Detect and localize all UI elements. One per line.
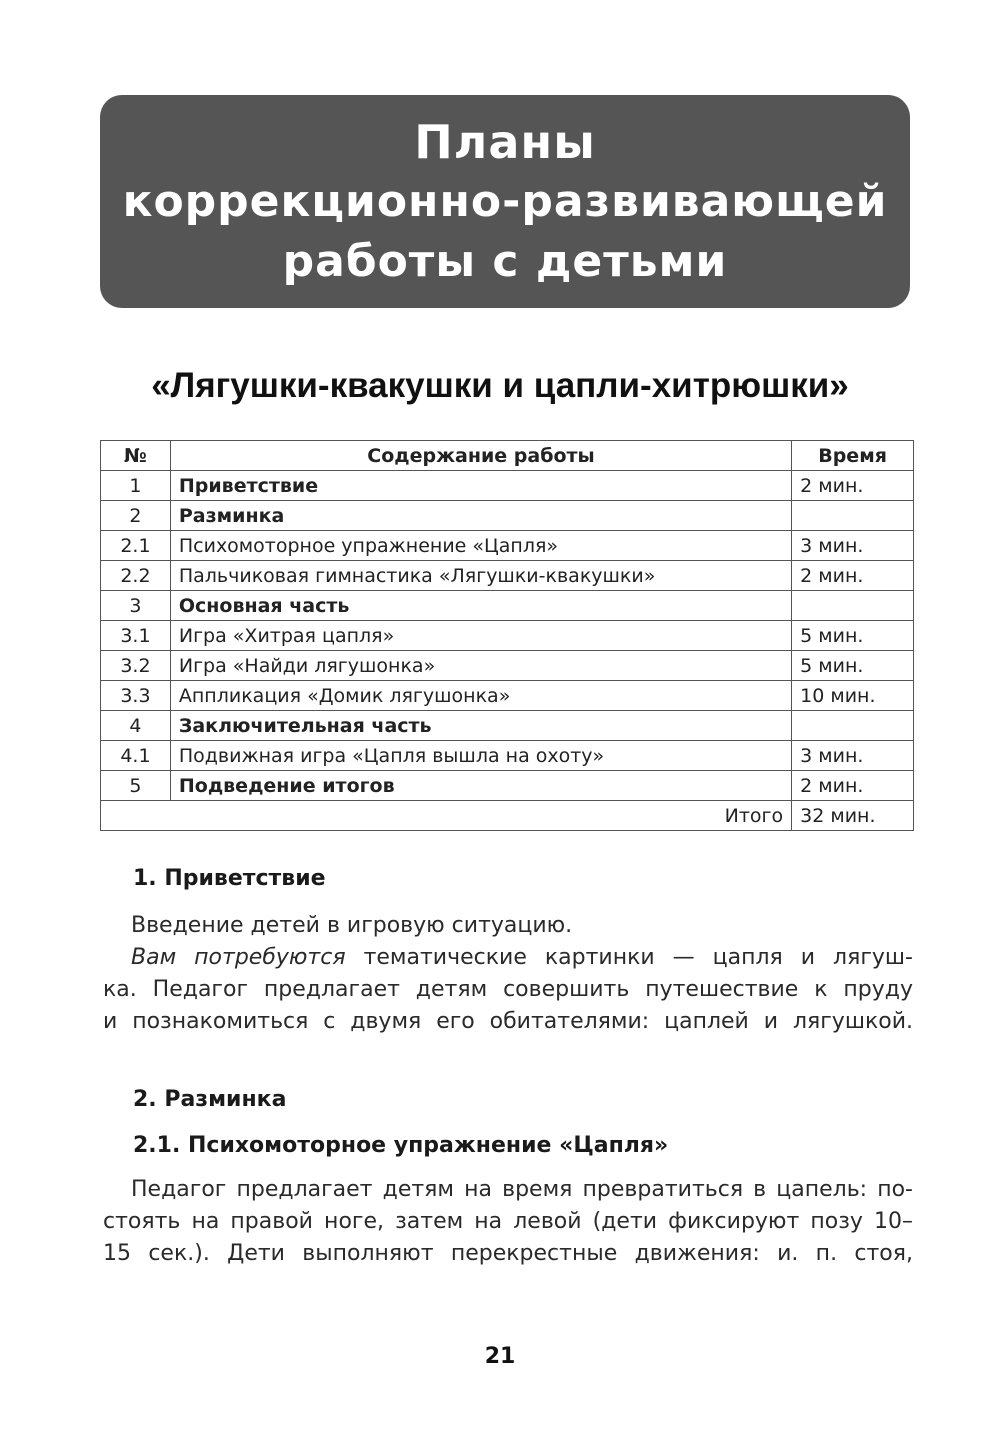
- table-row: [101, 591, 914, 621]
- row-time: 10 мин.: [792, 681, 914, 711]
- row-content: Игра «Хитрая цапля»: [170, 621, 791, 651]
- section-2-1-heading: 2.1. Психомоторное упражнение «Цапля»: [133, 1133, 669, 1158]
- row-number: 4: [101, 711, 171, 741]
- row-number: 2: [101, 501, 171, 531]
- row-content: Игра «Найди лягушонка»: [170, 651, 791, 681]
- row-content: Основная часть: [170, 591, 791, 621]
- section-1-paragraph-2-line-2: ка. Педагог предлагает детям совершить путешествие к пруду: [103, 977, 913, 1002]
- table-row: [101, 561, 914, 591]
- header-time: Время: [792, 441, 914, 471]
- row-content: Подведение итогов: [170, 771, 791, 801]
- row-time: 2 мин.: [792, 771, 914, 801]
- section-1-heading: 1. Приветствие: [133, 866, 326, 891]
- row-time: [792, 711, 914, 741]
- row-content: Приветствие: [170, 471, 791, 501]
- row-content: Психомоторное упражнение «Цапля»: [170, 531, 791, 561]
- row-number: 2.1: [101, 531, 171, 561]
- row-time: [792, 591, 914, 621]
- row-content: Разминка: [170, 501, 791, 531]
- table-total-row: [101, 801, 914, 831]
- table-row: [101, 501, 914, 531]
- total-label: Итого: [101, 801, 792, 831]
- row-time: 3 мин.: [792, 531, 914, 561]
- table-row: [101, 711, 914, 741]
- table-row: [101, 621, 914, 651]
- row-content: Пальчиковая гимнастика «Лягушки-квакушки»: [170, 561, 791, 591]
- total-value: 32 мин.: [792, 801, 914, 831]
- row-number: 1: [101, 471, 171, 501]
- row-content: Подвижная игра «Цапля вышла на охоту»: [170, 741, 791, 771]
- row-time: 3 мин.: [792, 741, 914, 771]
- section-2-heading: 2. Разминка: [133, 1087, 287, 1112]
- row-number: 5: [101, 771, 171, 801]
- row-time: 5 мин.: [792, 651, 914, 681]
- section-1-text: [103, 910, 913, 1038]
- banner-title-line-3: работы с детьми: [282, 235, 728, 287]
- title-banner: [100, 95, 910, 308]
- banner-title-line-2: коррекционно-развивающей: [122, 175, 888, 227]
- row-content: Аппликация «Домик лягушонка»: [170, 681, 791, 711]
- section-2-1-text: [103, 1174, 913, 1270]
- row-number: 2.2: [101, 561, 171, 591]
- row-number: 3.3: [101, 681, 171, 711]
- table-row: [101, 531, 914, 561]
- table-row: [101, 471, 914, 501]
- page-number: 21: [484, 1344, 516, 1369]
- section-2-1-line-1: Педагог предлагает детям на время превратиться в цапель: по-: [131, 1177, 913, 1202]
- section-2-1-line-2: стоять на правой ноге, затем на левой (дети фиксируют позу 10–: [103, 1209, 913, 1234]
- table-row: [101, 771, 914, 801]
- row-number: 3: [101, 591, 171, 621]
- table-row: [101, 741, 914, 771]
- banner-title-line-1: Планы: [414, 114, 596, 169]
- section-1-paragraph-1: Введение детей в игровую ситуацию.: [131, 913, 573, 938]
- row-content: Заключительная часть: [170, 711, 791, 741]
- row-time: 5 мин.: [792, 621, 914, 651]
- header-number: №: [101, 441, 171, 471]
- lesson-plan-table: [100, 440, 914, 831]
- table-row: [101, 651, 914, 681]
- row-number: 3.2: [101, 651, 171, 681]
- table-row: [101, 681, 914, 711]
- header-content: Содержание работы: [170, 441, 791, 471]
- section-1-paragraph-2-line-1: [103, 942, 913, 974]
- row-time: 2 мин.: [792, 561, 914, 591]
- text-run: тематические картинки — цапля и лягуш-: [345, 945, 913, 970]
- italic-phrase: Вам потребуются: [131, 945, 346, 970]
- row-time: 2 мин.: [792, 471, 914, 501]
- table-header-row: [101, 441, 914, 471]
- row-time: [792, 501, 914, 531]
- section-1-paragraph-2-line-3: и познакомиться с двумя его обитателями: цаплей и лягушкой.: [103, 1009, 913, 1034]
- lesson-title: «Лягушки-квакушки и цапли-хитрюшки»: [151, 366, 849, 405]
- row-number: 3.1: [101, 621, 171, 651]
- section-2-1-line-3: 15 сек.). Дети выполняют перекрестные движения: и. п. стоя,: [103, 1241, 913, 1266]
- row-number: 4.1: [101, 741, 171, 771]
